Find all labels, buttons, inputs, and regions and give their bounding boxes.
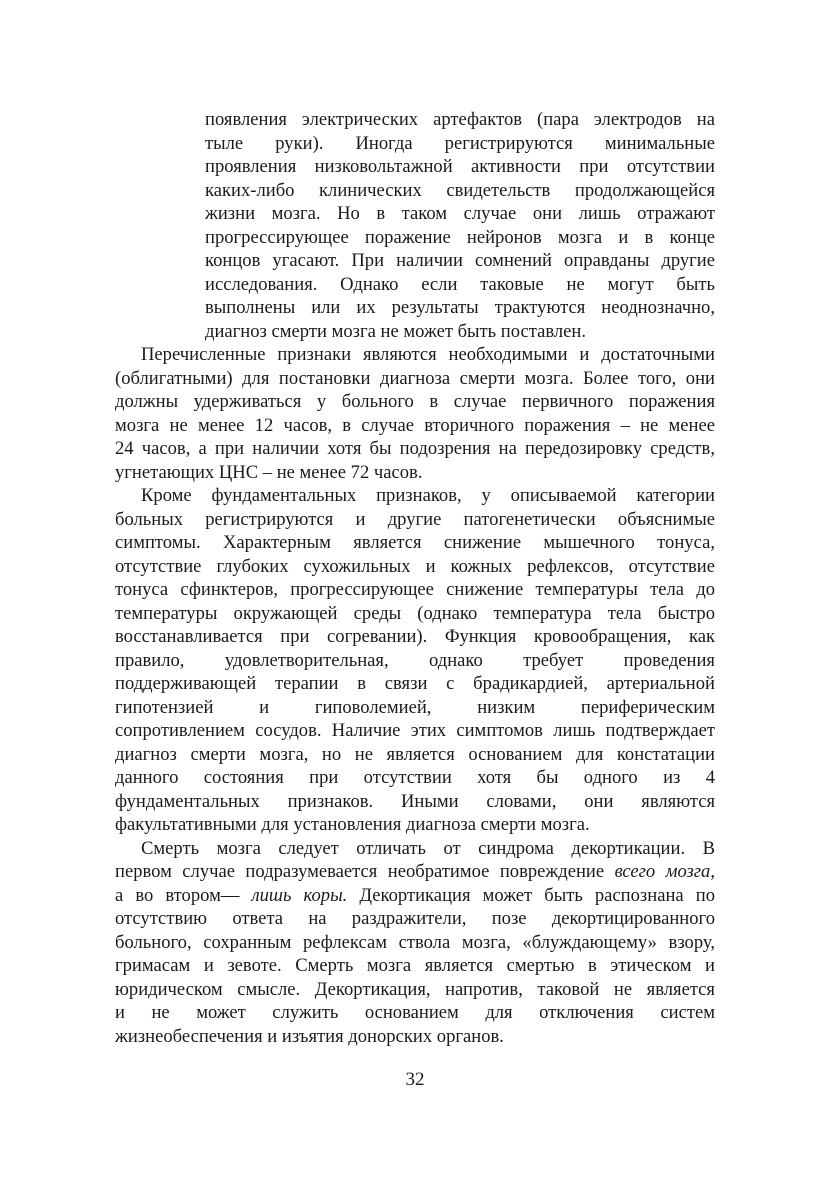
text-span: а во втором— bbox=[115, 884, 252, 906]
text-line: должны удерживаться у больного в случае первичного поражения bbox=[115, 391, 715, 412]
text-line: Смерть мозга следует отличать от синдрома декортикации. В bbox=[141, 837, 715, 859]
text-span: , bbox=[710, 861, 715, 882]
text-line: симптомы. Характерным является снижение мышечного тонуса, bbox=[115, 532, 715, 553]
paragraph-criteria bbox=[115, 343, 715, 484]
text-line: отсутствие глубоких сухожильных и кожных рефлексов, отсутствие bbox=[115, 555, 715, 577]
text-line: и не может служить основанием для отключения систем bbox=[115, 1002, 715, 1023]
text-line: (облигатными) для постановки диагноза смерти мозга. Более того, они bbox=[115, 367, 715, 389]
indented-text-block bbox=[205, 108, 715, 343]
text-line: прогрессирующее поражение нейронов мозга и в конце bbox=[205, 226, 715, 248]
page-body bbox=[115, 108, 715, 1048]
text-line: жизни мозга. Но в таком случае они лишь отражают bbox=[205, 203, 715, 224]
text-line: гримасам и зевоте. Смерть мозга является смертью в этическом и bbox=[115, 955, 715, 976]
text-line: сопротивлением сосудов. Наличие этих симптомов лишь подтверждает bbox=[115, 720, 715, 741]
paragraph-decortication bbox=[115, 837, 715, 1049]
text-line: диагноз смерти мозга, но не является основанием для констатации bbox=[115, 743, 715, 765]
text-line: больного, сохранным рефлексам ствола мозга, «блуждающему» взору, bbox=[115, 931, 715, 953]
text-line: угнетающих ЦНС – не менее 72 часов. bbox=[115, 461, 423, 483]
text-line: концов угасают. При наличии сомнений оправданы другие bbox=[205, 250, 715, 271]
text-line: температуры окружающей среды (однако температура тела быстро bbox=[115, 602, 715, 624]
text-line: Перечисленные признаки являются необходимыми и достаточными bbox=[141, 344, 715, 365]
text-line: мозга не менее 12 часов, в случае вторичного поражения – не менее bbox=[115, 414, 715, 436]
italic-emphasis: всего мозга bbox=[614, 861, 711, 882]
text-line: правило, удовлетворительная, однако требует проведения bbox=[115, 649, 715, 671]
text-line: 24 часов, а при наличии хотя бы подозрения на передозировку средств, bbox=[115, 438, 715, 459]
text-span: Декортикация может быть распознана по bbox=[347, 884, 715, 906]
text-line: тыле руки). Иногда регистрируются минимальные bbox=[205, 132, 715, 154]
italic-emphasis: лишь коры. bbox=[251, 884, 348, 906]
text-line: каких-либо клинических свидетельств продолжающейся bbox=[205, 179, 715, 201]
text-line: проявления низковольтажной активности при отсутствии bbox=[205, 156, 715, 177]
text-line: исследования. Однако если таковые не могут быть bbox=[205, 273, 715, 295]
text-line: жизнеобеспечения и изъятия донорских органов. bbox=[115, 1025, 504, 1047]
text-line: отсутствию ответа на раздражители, позе декортицированного bbox=[115, 908, 715, 929]
text-line: восстанавливается при согревании). Функция кровообращения, как bbox=[115, 626, 715, 647]
text-line: выполнены или их результаты трактуются неоднозначно, bbox=[205, 297, 715, 318]
text-line: больных регистрируются и другие патогенетически объяснимые bbox=[115, 508, 715, 530]
text-line: диагноз смерти мозга не может быть поставлен. bbox=[205, 320, 587, 342]
text-line: поддерживающей терапии в связи с брадикардией, артериальной bbox=[115, 673, 715, 694]
text-line: гипотензией и гиповолемией, низким периферическим bbox=[115, 696, 715, 718]
page-number: 32 bbox=[405, 1069, 425, 1090]
text-line: Кроме фундаментальных признаков, у описываемой категории bbox=[141, 485, 715, 506]
text-line bbox=[115, 860, 715, 884]
text-line: юридическом смысле. Декортикация, напротив, таковой не является bbox=[115, 978, 715, 1000]
text-line: появления электрических артефактов (пара электродов на bbox=[205, 109, 715, 130]
text-line: тонуса сфинктеров, прогрессирующее снижение температуры тела до bbox=[115, 579, 715, 600]
text-line: данного состояния при отсутствии хотя бы одного из 4 bbox=[115, 767, 715, 788]
text-line: фундаментальных признаков. Иными словами, они являются bbox=[115, 790, 715, 812]
text-span: первом случае подразумевается необратимое повреждение bbox=[115, 861, 615, 882]
text-line bbox=[115, 884, 715, 908]
text-line: факультативными для установления диагноза смерти мозга. bbox=[115, 814, 590, 835]
paragraph-symptoms bbox=[115, 484, 715, 837]
